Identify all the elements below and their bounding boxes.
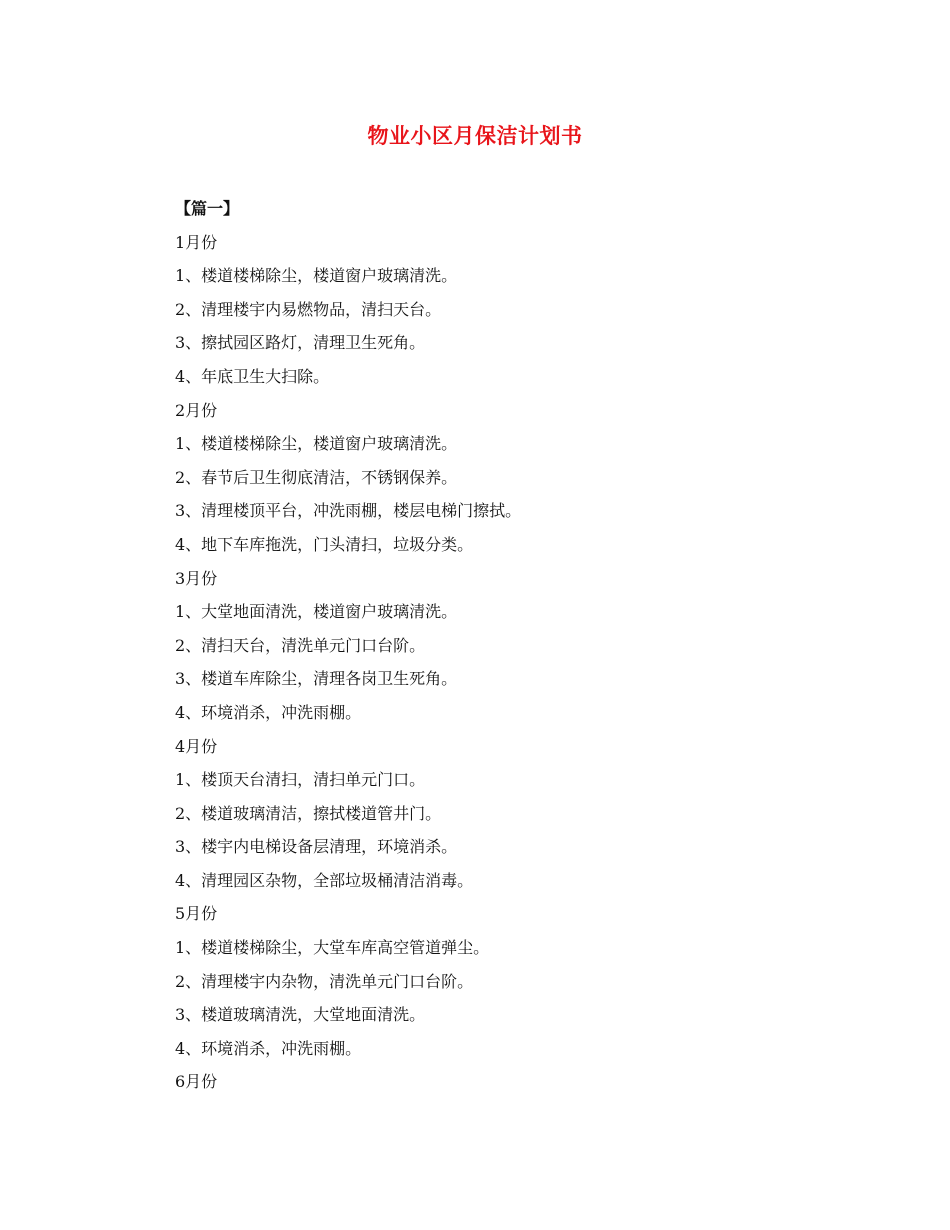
task-item: 1、楼道楼梯除尘，大堂车库高空管道弹尘。 xyxy=(175,938,490,958)
document-body xyxy=(175,192,875,1099)
task-item: 1、楼顶天台清扫，清扫单元门口。 xyxy=(175,770,426,790)
task-item: 4、环境消杀，冲洗雨棚。 xyxy=(175,1038,362,1058)
task-item: 1、楼道楼梯除尘，楼道窗户玻璃清洗。 xyxy=(175,266,458,286)
task-item: 4、环境消杀，冲洗雨棚。 xyxy=(175,702,362,722)
month-heading: 2月份 xyxy=(175,400,218,420)
task-item: 2、清扫天台，清洗单元门口台阶。 xyxy=(175,635,426,655)
task-item: 1、大堂地面清洗，楼道窗户玻璃清洗。 xyxy=(175,602,458,622)
task-item: 1、楼道楼梯除尘，楼道窗户玻璃清洗。 xyxy=(175,434,458,454)
task-item: 3、清理楼顶平台，冲洗雨棚，楼层电梯门擦拭。 xyxy=(175,501,522,521)
month-heading: 1月份 xyxy=(175,232,218,252)
task-item: 4、地下车库拖洗，门头清扫，垃圾分类。 xyxy=(175,534,474,554)
task-item: 2、清理楼宇内易燃物品，清扫天台。 xyxy=(175,299,442,319)
month-heading: 3月份 xyxy=(175,568,218,588)
task-item: 3、楼道车库除尘，清理各岗卫生死角。 xyxy=(175,669,458,689)
task-item: 3、楼宇内电梯设备层清理，环境消杀。 xyxy=(175,837,458,857)
task-item: 3、楼道玻璃清洗，大堂地面清洗。 xyxy=(175,1005,426,1025)
task-item: 2、清理楼宇内杂物，清洗单元门口台阶。 xyxy=(175,971,474,991)
task-item: 4、年底卫生大扫除。 xyxy=(175,366,330,386)
task-item: 2、楼道玻璃清洁，擦拭楼道管井门。 xyxy=(175,803,442,823)
task-item: 4、清理园区杂物，全部垃圾桶清洁消毒。 xyxy=(175,870,474,890)
month-heading: 5月份 xyxy=(175,904,218,924)
section-label: 【篇一】 xyxy=(175,199,240,218)
task-item: 2、春节后卫生彻底清洁，不锈钢保养。 xyxy=(175,467,458,487)
month-heading: 6月份 xyxy=(175,1072,218,1092)
document-title: 物业小区月保洁计划书 xyxy=(367,123,583,148)
task-item: 3、擦拭园区路灯，清理卫生死角。 xyxy=(175,333,426,353)
month-heading: 4月份 xyxy=(175,736,218,756)
